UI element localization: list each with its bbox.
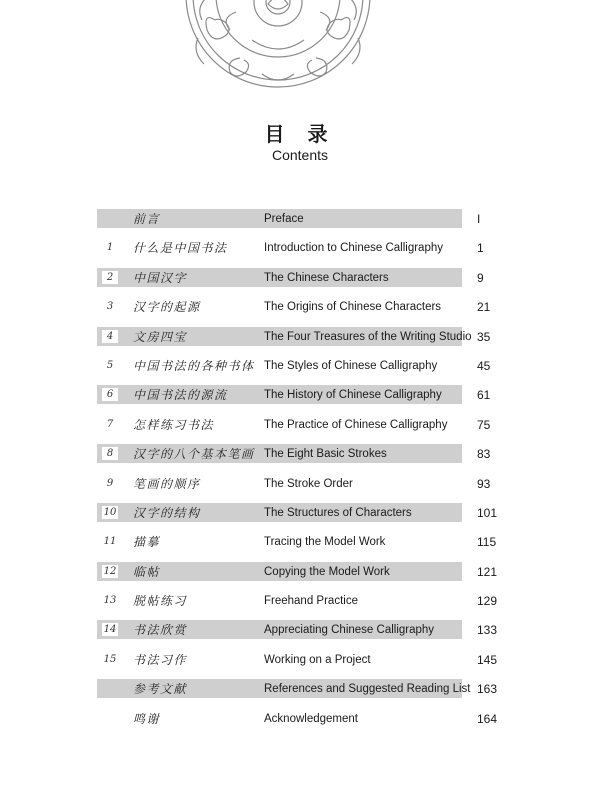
entry-title-english: Preface xyxy=(264,213,304,225)
entry-page-number: 21 xyxy=(477,300,491,315)
toc-entry[interactable] xyxy=(97,444,497,473)
entry-title-chinese: 脱帖练习 xyxy=(133,594,188,609)
entry-page-number: 93 xyxy=(477,476,491,491)
entry-title-english: Copying the Model Work xyxy=(264,565,390,578)
chapter-number: 3 xyxy=(102,300,118,313)
entry-page-number: 121 xyxy=(477,564,498,579)
entry-title-chinese: 汉字的结构 xyxy=(133,505,201,520)
entry-title-chinese: 书法习作 xyxy=(133,652,188,667)
entry-page-number: I xyxy=(477,212,481,226)
entry-page-number: 163 xyxy=(477,682,498,697)
entry-title-chinese: 中国书法的源流 xyxy=(133,388,228,403)
contents-title-english: Contents xyxy=(271,147,329,163)
entry-title-chinese: 什么是中国书法 xyxy=(133,241,228,256)
chapter-number: 10 xyxy=(103,506,117,518)
entry-page-number: 45 xyxy=(477,358,491,373)
entry-page-number: 9 xyxy=(477,270,484,285)
entry-title-english: The Chinese Characters xyxy=(264,271,389,284)
entry-title-english: Freehand Practice xyxy=(264,595,358,608)
chapter-number: 8 xyxy=(102,447,118,460)
entry-title-english: Introduction to Chinese Calligraphy xyxy=(264,242,443,255)
contents-title-chinese: 目 录 xyxy=(264,122,336,146)
entry-page-number: 35 xyxy=(477,329,491,344)
chapter-number: 2 xyxy=(102,271,118,284)
toc-entry[interactable] xyxy=(97,327,497,356)
entry-title-chinese: 鸣谢 xyxy=(133,711,161,726)
entry-title-english: Appreciating Chinese Calligraphy xyxy=(264,624,435,637)
toc-entry[interactable] xyxy=(97,620,497,649)
entry-title-chinese: 文房四宝 xyxy=(133,329,188,344)
entry-title-english: The Origins of Chinese Characters xyxy=(264,301,442,314)
entry-page-number: 75 xyxy=(477,417,491,432)
entry-page-number: 115 xyxy=(477,535,497,550)
toc-entry[interactable] xyxy=(97,268,497,297)
chapter-number: 7 xyxy=(102,418,118,431)
toc-entry[interactable] xyxy=(97,474,497,503)
entry-title-chinese: 笔画的顺序 xyxy=(133,476,201,491)
entry-title-english: Working on a Project xyxy=(264,653,371,666)
entry-title-chinese: 参考文献 xyxy=(133,682,188,697)
chapter-number: 11 xyxy=(103,536,117,548)
chapter-number: 4 xyxy=(102,330,118,343)
entry-page-number: 101 xyxy=(477,505,498,520)
entry-title-chinese: 前言 xyxy=(133,212,161,226)
entry-title-english: References and Suggested Reading List xyxy=(264,683,471,696)
table-of-contents xyxy=(97,209,497,738)
entry-title-chinese: 汉字的起源 xyxy=(133,300,201,315)
entry-title-english: The Eight Basic Strokes xyxy=(264,448,387,461)
entry-title-chinese: 汉字的八个基本笔画 xyxy=(133,447,255,462)
toc-entry[interactable] xyxy=(97,238,497,267)
toc-entry[interactable] xyxy=(97,297,497,326)
toc-entry[interactable] xyxy=(97,209,497,238)
entry-page-number: 133 xyxy=(477,623,498,638)
toc-entry[interactable] xyxy=(97,415,497,444)
chapter-number: 12 xyxy=(103,565,117,577)
entry-title-english: Acknowledgement xyxy=(264,712,358,725)
entry-page-number: 129 xyxy=(477,594,498,609)
chapter-number: 15 xyxy=(103,653,117,665)
entry-title-english: The Practice of Chinese Calligraphy xyxy=(264,418,448,431)
entry-title-english: The Structures of Characters xyxy=(264,506,412,519)
entry-title-english: The Styles of Chinese Calligraphy xyxy=(264,359,438,372)
entry-title-chinese: 临帖 xyxy=(133,564,161,579)
chapter-number: 1 xyxy=(102,241,118,254)
entry-title-english: The Stroke Order xyxy=(264,477,353,490)
toc-entry[interactable] xyxy=(97,356,497,385)
entry-page-number: 145 xyxy=(477,652,498,667)
toc-entry[interactable] xyxy=(97,385,497,414)
toc-entry[interactable] xyxy=(97,679,497,708)
entry-page-number: 164 xyxy=(477,711,498,726)
entry-title-chinese: 中国书法的各种书体 xyxy=(133,358,255,373)
entry-title-chinese: 书法欣赏 xyxy=(133,623,188,638)
decorative-medallion-icon xyxy=(0,0,600,100)
entry-page-number: 83 xyxy=(477,447,491,462)
chapter-number: 6 xyxy=(102,388,118,401)
toc-entry[interactable] xyxy=(97,650,497,679)
toc-entry[interactable] xyxy=(97,532,497,561)
entry-title-english: Tracing the Model Work xyxy=(264,536,386,549)
toc-entry[interactable] xyxy=(97,591,497,620)
entry-title-english: The Four Treasures of the Writing Studio xyxy=(264,330,472,343)
entry-title-english: The History of Chinese Calligraphy xyxy=(264,389,442,402)
chapter-number: 9 xyxy=(102,477,118,490)
entry-title-chinese: 描摹 xyxy=(133,535,161,550)
entry-page-number: 1 xyxy=(477,241,484,256)
toc-entry[interactable] xyxy=(97,503,497,532)
toc-entry[interactable] xyxy=(97,709,497,738)
chapter-number: 13 xyxy=(103,595,117,607)
entry-title-chinese: 中国汉字 xyxy=(133,270,188,285)
entry-page-number: 61 xyxy=(477,388,491,403)
entry-title-chinese: 怎样练习书法 xyxy=(133,417,215,432)
chapter-number: 5 xyxy=(102,359,118,372)
chapter-number: 14 xyxy=(103,624,117,636)
toc-entry[interactable] xyxy=(97,562,497,591)
